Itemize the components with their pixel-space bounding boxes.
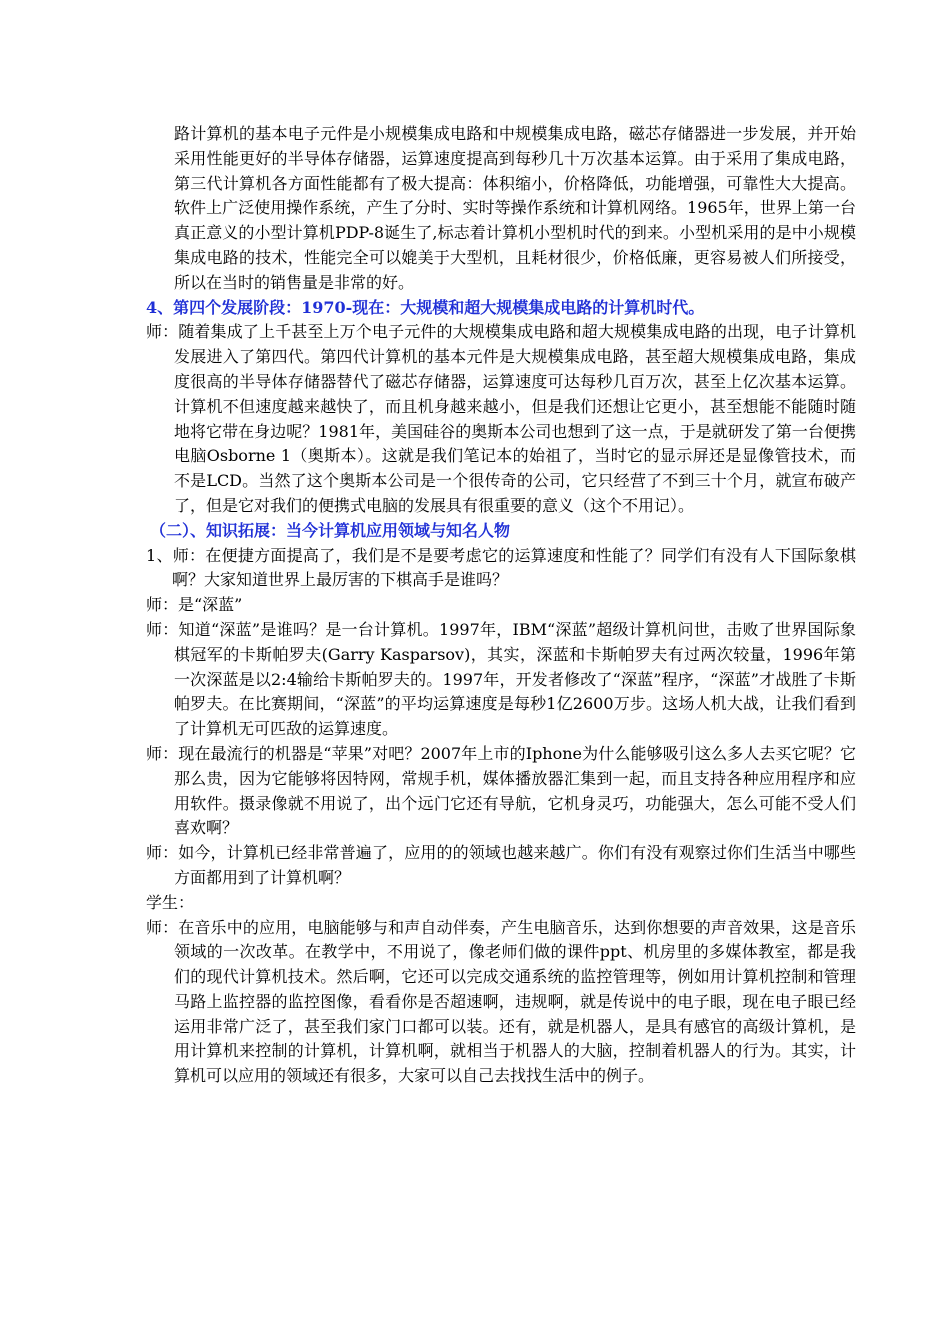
paragraph-teacher-deep-blue-story: 师：知道“深蓝”是谁吗？是一台计算机。1997年，IBM“深蓝”超级计算机问世，击败了世界国际象棋冠军的卡斯帕罗夫(Garry Kasparsov)，其实，深蓝和卡斯帕罗夫有过两次较量，1996年第一次深蓝是以2:4输给卡斯帕罗夫的。1997年，开发者修改了“深蓝”程序，“深蓝”才战胜了卡斯帕罗夫。在比赛期间，“深蓝”的平均运算速度是每秒1亿2600万步。这场人机大战，让我们看到了计算机无可匹敌的运算速度。 [146,619,856,739]
paragraph-teacher-applications: 师：在音乐中的应用，电脑能够与和声自动伴奏，产生电脑音乐，达到你想要的声音效果，这是音乐领域的一次改革。在教学中，不用说了，像老师们做的课件ppt、机房里的多媒体教室，都是我们的现代计算机技术。然后啊，它还可以完成交通系统的监控管理等，例如用计算机控制和管理马路上监控器的监控图像，看看你是否超速啊，违规啊，就是传说中的电子眼，现在电子眼已经运用非常广泛了，甚至我们家门口都可以装。还有，就是机器人，是具有感官的高级计算机，是用计算机来控制的计算机，计算机啊，就相当于机器人的大脑，控制着机器人的行为。其实，计算机可以应用的领域还有很多，大家可以自己去找找生活中的例子。 [146,917,856,1086]
document-body [146,122,856,1089]
paragraph-teacher-fourth-generation: 师：随着集成了上千甚至上万个电子元件的大规模集成电路和超大规模集成电路的出现，电子计算机发展进入了第四代。第四代计算机的基本元件是大规模集成电路，甚至超大规模集成电路，集成度很高的半导体存储器替代了磁芯存储器，运算速度可达每秒几百万次，甚至上亿次基本运算。计算机不但速度越来越快了，而且机身越来越小，但是我们还想让它更小，甚至想能不能随时随地将它带在身边呢？1981年，美国硅谷的奥斯本公司也想到了这一点，于是就研发了第一台便携电脑Osborne 1（奥斯本）。这就是我们笔记本的始祖了，当时它的显示屏还是显像管技术，而不是LCD。当然了这个奥斯本公司是一个很传奇的公司，它只经营了不到三十个月，就宣布破产了，但是它对我们的便携式电脑的发展具有很重要的意义（这个不用记）。 [146,322,856,515]
paragraph-teacher-applications-question: 师：如今，计算机已经非常普遍了，应用的的领域也越来越广。你们有没有观察过你们生活当中哪些方面都用到了计算机啊？ [146,843,856,887]
heading-knowledge-extension: （二）、知识拓展：当今计算机应用领域与知名人物 [150,520,511,540]
heading-fourth-stage: 4、第四个发展阶段：1970-现在：大规模和超大规模集成电路的计算机时代。 [146,297,705,317]
paragraph-student: 学生： [146,892,195,912]
paragraph-third-generation-continued: 路计算机的基本电子元件是小规模集成电路和中规模集成电路，磁芯存储器进一步发展，并开始采用性能更好的半导体存储器，运算速度提高到每秒几十万次基本运算。由于采用了集成电路，第三代计算机各方面性能都有了极大提高：体积缩小，价格降低，功能增强，可靠性大大提高。软件上广泛使用操作系统，产生了分时、实时等操作系统和计算机网络。1965年，世界上第一台真正意义的小型计算机PDP-8诞生了,标志着计算机小型机时代的到来。小型机采用的是中小规模集成电路的技术，性能完全可以媲美于大型机，且耗材很少，价格低廉，更容易被人们所接受，所以在当时的销售量是非常的好。 [174,124,856,292]
paragraph-teacher-iphone: 师：现在最流行的机器是“苹果”对吧？2007年上市的Iphone为什么能够吸引这么多人去买它呢？它那么贵，因为它能够将因特网，常规手机，媒体播放器汇集到一起，而且支持各种应用程序和应用软件。摄录像就不用说了，出个远门它还有导航，它机身灵巧，功能强大，怎么可能不受人们喜欢啊？ [146,743,856,838]
paragraph-teacher-chess-question: 1、师：在便捷方面提高了，我们是不是要考虑它的运算速度和性能了？同学们有没有人下国际象棋啊？大家知道世界上最厉害的下棋高手是谁吗？ [146,545,856,590]
paragraph-teacher-deep-blue: 师：是“深蓝” [146,595,243,615]
